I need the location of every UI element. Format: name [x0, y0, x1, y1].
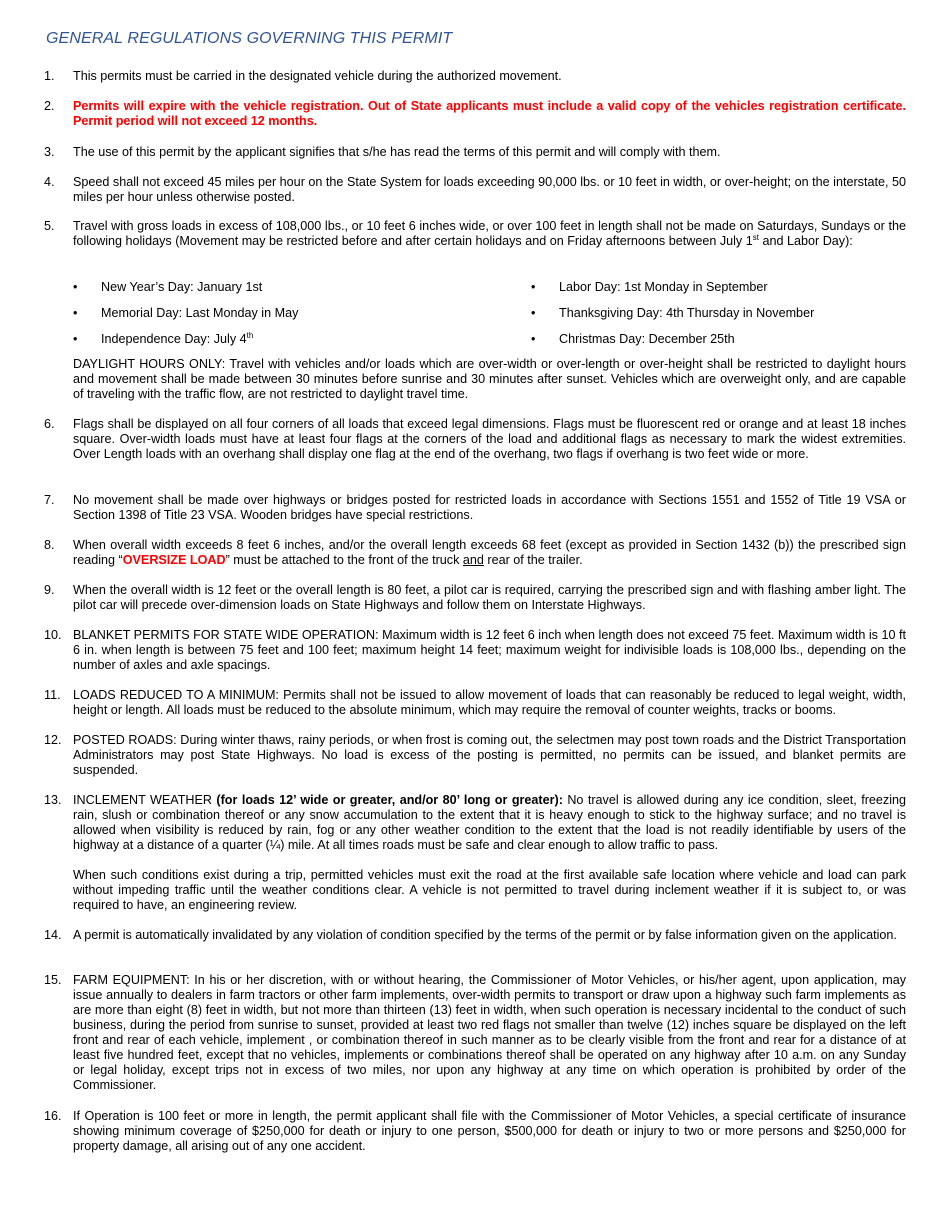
item-number: 6. [44, 417, 55, 431]
item-text: Travel with gross loads in excess of 108,000 lbs., or 10 feet 6 inches wide, or over 100 feet in length shall not be made on Saturdays, Sundays or the following holidays (Movement may be restricted before and after certain holidays and on Friday afternoons between July 1st and Labor Day): [73, 219, 906, 248]
bullet-icon: • [73, 280, 78, 294]
item-text: When overall width exceeds 8 feet 6 inches, and/or the overall length exceeds 68 feet (except as provided in Section 1432 (b)) the prescribed sign reading “OVERSIZE LOAD” must be attached to the front of the truck and rear of the trailer. [73, 538, 906, 567]
item-number: 16. [44, 1109, 62, 1123]
item-number: 15. [44, 973, 62, 987]
permit-regulations-page: GENERAL REGULATIONS GOVERNING THIS PERMIT 1. This permits must be carried in the designated vehicle during the authorized movement. 2. Permits will expire with the vehicle registration. Out of State applicants must include a valid copy of the vehicles registration certificate. Permit period will not exceed 12 months. 3. The use of this permit by the applicant signifies that s/he has read the terms of this permit and will comply with them. 4. Speed shall not exceed 45 miles per hour on the State System for loads exceeding 90,000 lbs. or 10 feet in width, or over-height; on the interstate, 50 miles per hour unless otherwise posted. 5. Travel with gross loads in excess of 108,000 lbs., or 10 feet 6 inches wide, or over 100 feet in length shall not be made on Saturdays, Sundays or the following holidays (Movement may be restricted before and after certain holidays and on Friday afternoons between July 1st and Labor Day): • New Year’s Day: January 1st • Memorial Day: Last Monday in May • Independence Day: July 4th • Labor Day: 1st Monday in September • Thanksgiving Day: 4th Thursday in November • Christmas Day: December 25th DAYLIGHT HOURS ONLY: Travel with vehicles and/or loads which are over-width or over-length or over-height shall be restricted to daylight hours and movement shall be made between 30 minutes before sunrise and 30 minutes after sunset. Vehicles which are overweight only, and are capable of traveling with the traffic flow, are not restricted to daylight travel time. 6. Flags shall be displayed on all four corners of all loads that exceed legal dimensions. Flags must be fluorescent red or orange and at least 18 inches square. Over-width loads must have at least four flags at the corners of the load and additional flags as necessary to mark the widest extremities. Over Length loads with an overhang shall display one flag at the end of the overhang, two flags if overhang is two feet wide or more. 7. No movement shall be made over highways or bridges posted for restricted loads in accordance with Sections 1551 and 1552 of Title 19 VSA or Section 1398 of Title 23 VSA. Wooden bridges have special restrictions. 8. When overall width exceeds 8 feet 6 inches, and/or the overall length exceeds 68 feet (except as provided in Section 1432 (b)) the prescribed sign reading “OVERSIZE LOAD” must be attached to the front of the truck and rear of the trailer. 9. When the overall width is 12 feet or the overall length is 80 feet, a pilot car is required, carrying the prescribed sign and with flashing amber light. The pilot car will precede over-dimension loads on State Highways and follow them on Interstate Highways. 10. BLANKET PERMITS FOR STATE WIDE OPERATION: Maximum width is 12 feet 6 inch when length does not exceed 75 feet. Maximum width is 10 ft 6 in. when length is between 75 feet and 100 feet; maximum height 14 feet; maximum weight for indivisible loads is 108,000 lbs., depending on the number of axles and axle spacings. 11. LOADS REDUCED TO A MINIMUM: Permits shall not be issued to allow movement of loads that can reasonably be reduced to legal weight, width, height or length. All loads must be reduced to the absolute minimum, which may require the removal of counter weights, tracks or booms. 12. POSTED ROADS: During winter thaws, rainy periods, or when frost is coming out, the selectmen may post town roads and the District Transportation Administrators may post State Highways. No load is excess of the posting is permitted, no permits can be issued, and blanket permits are suspended. 13. INCLEMENT WEATHER (for loads 12’ wide or greater, and/or 80’ long or greater): No travel is allowed during any ice condition, sleet, freezing rain, slush or combination thereof or any snow accumulation to the extent that it is heavy enough to stick to the highway surface; and no travel is allowed when visibility is reduced by rain, fog or any other weather condition to the extent that the load is not readily identifiable by users of the highway at a distance of a quarter (¼) mile. At all times roads must be safe and clear enough to allow traffic to pass. When such conditions exist during a trip, permitted vehicles must exit the road at the first available safe location where vehicle and load can park without impeding traffic until the weather conditions clear. A vehicle is not permitted to travel during inclement weather if it is subject to, or was required to have, an engineering review. 14. A permit is automatically invalidated by any violation of condition specified by the terms of the permit or by false information given on the application. 15. FARM EQUIPMENT: In his or her discretion, with or without hearing, the Commissioner of Motor Vehicles, or his/her agent, upon application, may issue annually to dealers in farm tractors or other farm implements, over-width permits to transport or draw upon a highway such farm implements as are more than eight (8) feet in width, but not more than thirteen (13) feet in width, when such operation is necessary incidental to the conduct of such business, during the period from sunrise to sunset, provided at least two red flags not smaller than twelve (12) inches square be displayed on the left front and rear of each vehicle, implement , or combination thereof in such manner as to be clearly visible from the front and rear for a distance of at least five hundred feet, except that no vehicles, implements or combinations thereof shall be operated on any highway after 10 a.m. on any Sunday or legal holiday, except trips not in excess of two miles, nor upon any highway at any time on which operation is prohibited by order of the Commissioner. 16. If Operation is 100 feet or more in length, the permit applicant shall file with the Commissioner of Motor Vehicles, a special certificate of insurance showing minimum coverage of $250,000 for death or injury to one person, $500,000 for death or injury to two or more persons and $250,000 for property damage, all arising out of any one accident. [44, 30, 907, 1153]
item-text: INCLEMENT WEATHER (for loads 12’ wide or greater, and/or 80’ long or greater): No travel is allowed during any ice condition, sleet, freezing rain, slush or combination thereof or any snow accumulation to the extent that it is heavy enough to stick to the highway surface; and no travel is allowed when visibility is reduced by rain, fog or any other weather condition to the extent that the load is not readily identifiable by users of the highway at a distance of a quarter (¼) mile. At all times roads must be safe and clear enough to allow traffic to pass. [73, 793, 907, 852]
oversize-load-label: OVERSIZE LOAD [122, 553, 226, 567]
regulation-item-8 [44, 538, 906, 568]
regulation-item-15 [44, 973, 906, 1093]
regulation-item-7 [44, 493, 906, 523]
item-number: 13. [44, 793, 62, 807]
item-text: This permits must be carried in the designated vehicle during the authorized movement. [73, 69, 562, 83]
item-number: 7. [44, 493, 55, 507]
item-text: LOADS REDUCED TO A MINIMUM: Permits shall not be issued to allow movement of loads that can reasonably be reduced to legal weight, width, height or length. All loads must be reduced to the absolute minimum, which may require the removal of counter weights, tracks or booms. [73, 688, 906, 717]
item-number: 12. [44, 733, 62, 747]
regulation-item-10 [44, 628, 906, 673]
regulation-item-14 [44, 928, 906, 943]
bullet-icon: • [531, 332, 536, 346]
item-number: 5. [44, 219, 55, 233]
inclement-weather-followup: When such conditions exist during a trip, permitted vehicles must exit the road at the first available safe location where vehicle and load can park without impeding traffic until the weather conditions clear. A vehicle is not permitted to travel during inclement weather if it is subject to, or was required to have, an engineering review. [73, 868, 906, 912]
page-title: GENERAL REGULATIONS GOVERNING THIS PERMIT [46, 30, 453, 47]
item-number: 4. [44, 175, 55, 189]
item-number: 14. [44, 928, 62, 942]
regulation-item-5 [44, 219, 906, 249]
item-text: Flags shall be displayed on all four corners of all loads that exceed legal dimensions. Flags must be fluorescent red or orange and at least 18 inches square. Over-width loads must have at least four flags at the corners of the load and additional flags as necessary to mark the widest extremities. Over Length loads with an overhang shall display one flag at the end of the overhang, two flags if overhang is two feet wide or more. [73, 417, 906, 461]
item-text: POSTED ROADS: During winter thaws, rainy periods, or when frost is coming out, the selectmen may post town roads and the District Transportation Administrators may post State Highways. No load is excess of the posting is permitted, no permits can be issued, and blanket permits are suspended. [73, 733, 906, 777]
item-text: A permit is automatically invalidated by any violation of condition specified by the terms of the permit or by false information given on the application. [73, 928, 897, 942]
item-number: 8. [44, 538, 55, 552]
item-text: The use of this permit by the applicant signifies that s/he has read the terms of this permit and will comply with them. [73, 145, 721, 159]
item-number: 10. [44, 628, 62, 642]
item-text: Permits will expire with the vehicle registration. Out of State applicants must include a valid copy of the vehicles registration certificate. Permit period will not exceed 12 months. [73, 99, 906, 128]
regulation-item-12 [44, 733, 906, 778]
item-number: 11. [44, 688, 61, 702]
bullet-icon: • [531, 280, 536, 294]
regulation-item-1 [44, 69, 906, 84]
item-text: When the overall width is 12 feet or the overall length is 80 feet, a pilot car is required, carrying the prescribed sign and with flashing amber light. The pilot car will precede over-dimension loads on State Highways and follow them on Interstate Highways. [73, 583, 906, 612]
item-number: 3. [44, 145, 55, 159]
item-text: No movement shall be made over highways or bridges posted for restricted loads in accordance with Sections 1551 and 1552 of Title 19 VSA or Section 1398 of Title 23 VSA. Wooden bridges have special restrictions. [73, 493, 906, 522]
regulation-item-4 [44, 175, 906, 205]
regulation-item-9 [44, 583, 906, 613]
bullet-icon: • [73, 306, 78, 320]
regulation-item-3 [44, 145, 906, 160]
bullet-icon: • [531, 306, 536, 320]
item-number: 2. [44, 99, 55, 113]
bullet-icon: • [73, 332, 78, 346]
regulation-item-2 [44, 99, 906, 129]
item-text: BLANKET PERMITS FOR STATE WIDE OPERATION: Maximum width is 12 feet 6 inch when length does not exceed 75 feet. Maximum width is 10 ft 6 in. when length is between 75 feet and 100 feet; maximum height 14 feet; maximum weight for indivisible loads is 108,000 lbs., depending on the number of axles and axle spacings. [73, 628, 906, 672]
daylight-hours-paragraph: DAYLIGHT HOURS ONLY: Travel with vehicles and/or loads which are over-width or over-length or over-height shall be restricted to daylight hours and movement shall be made between 30 minutes before sunrise and 30 minutes after sunset. Vehicles which are overweight only, and are capable of traveling with the traffic flow, are not restricted to daylight travel time. [73, 357, 906, 401]
item-number: 9. [44, 583, 55, 597]
item-text: If Operation is 100 feet or more in length, the permit applicant shall file with the Commissioner of Motor Vehicles, a special certificate of insurance showing minimum coverage of $250,000 for death or injury to one person, $500,000 for death or injury to two or more persons and $250,000 for property damage, all arising out of any one accident. [73, 1109, 906, 1153]
item-text: Speed shall not exceed 45 miles per hour on the State System for loads exceeding 90,000 lbs. or 10 feet in width, or over-height; on the interstate, 50 miles per hour unless otherwise posted. [73, 175, 906, 204]
regulation-item-6 [44, 417, 906, 462]
item-number: 1. [44, 69, 55, 83]
item-text: FARM EQUIPMENT: In his or her discretion, with or without hearing, the Commissioner of Motor Vehicles, or his/her agent, upon application, may issue annually to dealers in farm tractors or other farm implements, over-width permits to transport or draw upon a highway such farm implements as are more than eight (8) feet in width, but not more than thirteen (13) feet in width, when such operation is necessary incidental to the conduct of such business, during the period from sunrise to sunset, provided at least two red flags not smaller than twelve (12) inches square be displayed on the left front and rear of each vehicle, implement , or combination thereof in such manner as to be clearly visible from the front and rear for a distance of at least five hundred feet, except that no vehicles, implements or combinations thereof shall be operated on any highway after 10 a.m. on any Sunday or legal holiday, except trips not in excess of two miles, nor upon any highway at any time on which operation is prohibited by order of the Commissioner. [73, 973, 906, 1092]
regulation-item-13 [44, 793, 906, 853]
regulation-item-16 [44, 1109, 906, 1154]
regulation-item-11 [44, 688, 906, 718]
